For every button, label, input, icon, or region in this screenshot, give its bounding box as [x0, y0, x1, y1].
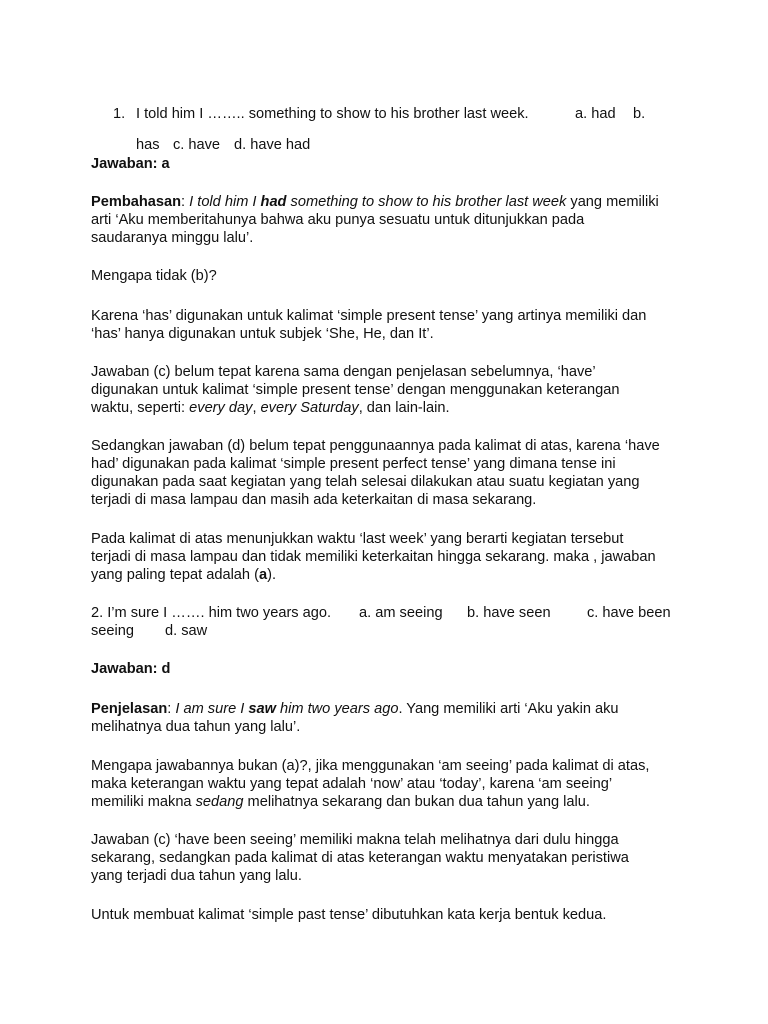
q1-c-reason-line3 [91, 400, 450, 417]
q2-c-reason-line1: Jawaban (c) ‘have been seeing’ memiliki makna telah melihatnya dari dulu hingga [91, 832, 619, 848]
q2-answer: Jawaban: d [91, 661, 171, 677]
q1-c-reason-italic-1: every day [189, 400, 253, 416]
q1-question-text: I told him I …….. something to show to his brother last week. [136, 106, 529, 122]
q2-explanation-line1 [91, 701, 619, 718]
q1-d-reason-line4: terjadi di masa lampau dan masih ada keterkaitan di masa sekarang. [91, 492, 537, 508]
q1-conclusion-line3 [91, 567, 276, 584]
q1-conclusion-pre: yang paling tepat adalah ( [91, 567, 259, 583]
q2-explanation-colon: : [167, 701, 176, 717]
q2-explanation-tail: . Yang memiliki arti ‘Aku yakin aku [398, 701, 619, 717]
q2-final-note: Untuk membuat kalimat ‘simple past tense’ dibutuhkan kata kerja bentuk kedua. [91, 907, 607, 923]
q2-option-d: d. saw [165, 623, 208, 639]
q1-b-reason-line2: ‘has’ hanya digunakan untuk subjek ‘She, He, dan It’. [91, 326, 434, 342]
q2-option-c-part1: c. have been [587, 605, 671, 621]
q2-a-reason-pre: memiliki makna [91, 794, 196, 810]
q2-c-reason-line2: sekarang, sedangkan pada kalimat di atas keterangan waktu menyatakan peristiwa [91, 850, 629, 866]
q2-option-b: b. have seen [467, 605, 551, 621]
q1-explanation-italic-2: something to show to his brother last week [286, 194, 567, 210]
q1-c-reason-post: , dan lain-lain. [358, 400, 450, 416]
q1-explanation-tail: yang memiliki [566, 194, 659, 210]
q2-a-reason-line2: maka keterangan waktu yang tepat adalah ‘now’ atau ‘today’, karena ‘am seeing’ [91, 776, 613, 792]
q1-why-not-b: Mengapa tidak (b)? [91, 268, 217, 284]
q1-number: 1. [113, 106, 126, 122]
q1-option-b-letter: b. [633, 106, 646, 122]
q1-explanation-line1 [91, 194, 659, 211]
q2-question-text: 2. I’m sure I ……. him two years ago. [91, 605, 332, 621]
q2-a-reason-line3 [91, 794, 590, 811]
q2-a-reason-line1: Mengapa jawabannya bukan (a)?, jika menggunakan ‘am seeing’ pada kalimat di atas, [91, 758, 650, 774]
q1-option-a: a. had [575, 106, 616, 122]
q1-conclusion-line1: Pada kalimat di atas menunjukkan waktu ‘last week’ yang berarti kegiatan tersebut [91, 531, 624, 547]
q1-explanation-italic-1: I told him I [189, 194, 261, 210]
q1-option-b-word: has [136, 137, 160, 153]
q1-explanation-bold: had [260, 194, 287, 210]
q1-answer: Jawaban: a [91, 156, 170, 172]
q1-d-reason-line1: Sedangkan jawaban (d) belum tepat penggunaannya pada kalimat di atas, karena ‘have [91, 438, 660, 454]
q2-explanation-italic-2: him two years ago [275, 701, 399, 717]
q1-explanation-line2: arti ‘Aku memberitahunya bahwa aku punya sesuatu untuk ditunjukkan pada [91, 212, 585, 228]
q1-conclusion-bold: a [258, 567, 268, 583]
q1-explanation-label: Pembahasan [91, 194, 182, 210]
q2-option-a: a. am seeing [359, 605, 443, 621]
q2-explanation-bold: saw [248, 701, 276, 717]
q1-c-reason-pre: waktu, seperti: [91, 400, 190, 416]
q2-c-reason-line3: yang terjadi dua tahun yang lalu. [91, 868, 302, 884]
q1-c-reason-line2: digunakan untuk kalimat ‘simple present tense’ dengan menggunakan keterangan [91, 382, 620, 398]
q1-d-reason-line2: had’ digunakan pada kalimat ‘simple present perfect tense’ yang dimana tense ini [91, 456, 616, 472]
q2-explanation-label: Penjelasan [91, 701, 168, 717]
q2-option-c-part2: seeing [91, 623, 135, 639]
q1-conclusion-line2: terjadi di masa lampau dan tidak memiliki keterkaitan hingga sekarang. maka , jawaban [91, 549, 656, 565]
q1-c-reason-italic-2: every Saturday [260, 400, 359, 416]
q1-conclusion-post: ). [267, 567, 277, 583]
q1-explanation-colon: : [181, 194, 190, 210]
q1-c-reason-line1: Jawaban (c) belum tepat karena sama dengan penjelasan sebelumnya, ‘have’ [91, 364, 596, 380]
q1-d-reason-line3: digunakan pada saat kegiatan yang telah selesai dilakukan atau suatu kegiatan yang [91, 474, 640, 490]
q2-a-reason-italic: sedang [195, 794, 244, 810]
q1-b-reason-line1: Karena ‘has’ digunakan untuk kalimat ‘simple present tense’ yang artinya memiliki dan [91, 308, 647, 324]
q2-a-reason-post: melihatnya sekarang dan bukan dua tahun yang lalu. [243, 794, 590, 810]
q1-explanation-line3: saudaranya minggu lalu’. [91, 230, 254, 246]
q1-option-c: c. have [173, 137, 221, 153]
q1-c-reason-mid: , [252, 400, 261, 416]
q2-explanation-italic-1: I am sure I [175, 701, 249, 717]
q2-explanation-line2: melihatnya dua tahun yang lalu’. [91, 719, 301, 735]
q1-option-d: d. have had [234, 137, 311, 153]
